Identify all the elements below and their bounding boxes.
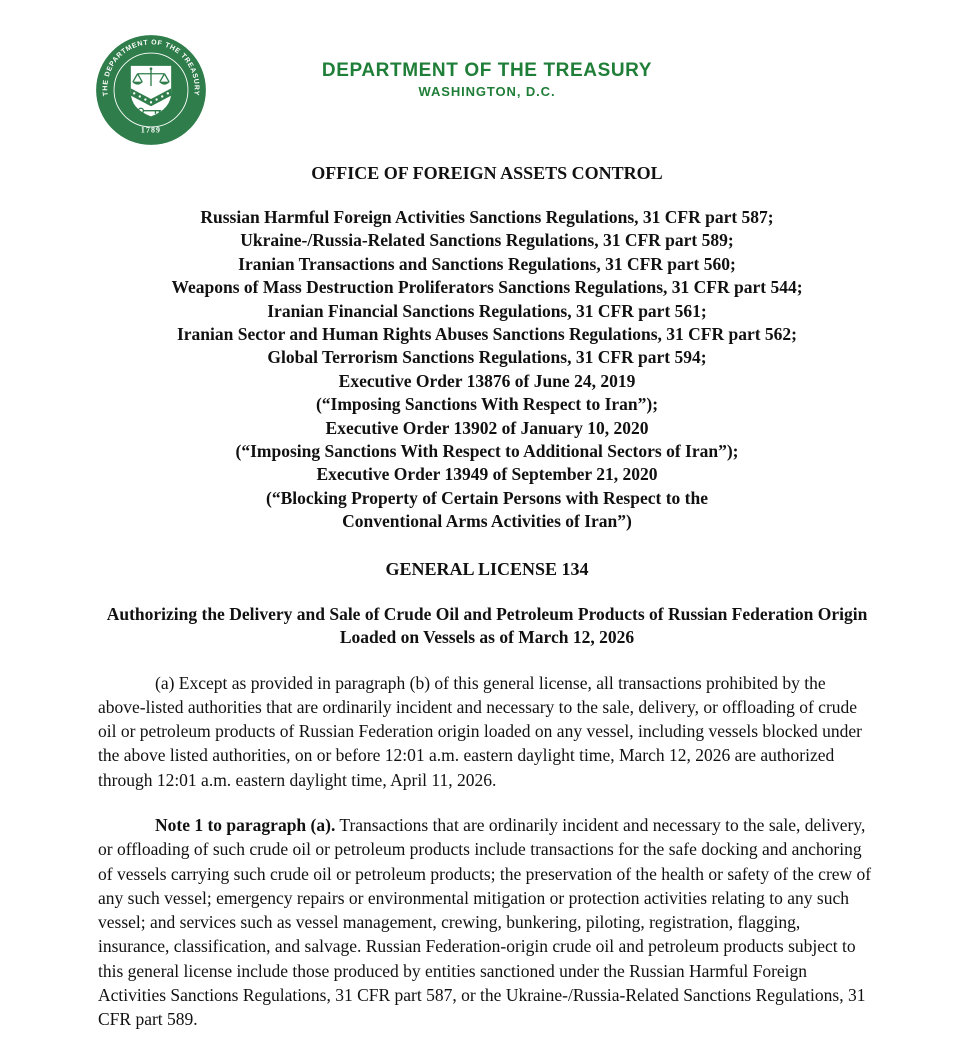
authority-line: Executive Order 13949 of September 21, 2020 [316,464,658,485]
authority-line: Executive Order 13876 of June 24, 2019 [338,370,636,391]
agency-location: WASHINGTON, D.C. [418,84,556,99]
paragraph-a: (a) Except as provided in paragraph (b) of this general license, all transactions prohibited by the above-listed authorities that are ordinarily incident and necessary to the sale, delivery, or offloading of crude oil or petroleum products of Russian Federation origin loaded on any vessel, including vessels blocked under the above listed authorities, on or before 12:01 a.m. eastern daylight time, March 12, 2026 are authorized through 12:01 a.m. eastern daylight time, April 11, 2026. [98,672,863,790]
agency-name: DEPARTMENT OF THE TREASURY [321,60,653,81]
seal-year: 1789 [140,125,162,135]
authority-line: Weapons of Mass Destruction Proliferators Sanctions Regulations, 31 CFR part 544; [171,277,803,298]
authorities-list [98,206,876,534]
authority-line: Iranian Transactions and Sanctions Regulations, 31 CFR part 560; [238,253,736,274]
authority-line: Iranian Sector and Human Rights Abuses Sanctions Regulations, 31 CFR part 562; [176,324,798,345]
letterhead [0,0,974,150]
agency-block [0,60,974,99]
note-1-lead: Note 1 to paragraph (a). [155,814,336,835]
authority-line: Global Terrorism Sanctions Regulations, 31 CFR part 594; [267,347,707,368]
office-heading: OFFICE OF FOREIGN ASSETS CONTROL [311,163,663,183]
authority-line: (“Imposing Sanctions With Respect to Additional Sectors of Iran”); [235,441,739,462]
authority-line: (“Blocking Property of Certain Persons with Respect to the [266,487,708,508]
authority-line: Iranian Financial Sanctions Regulations, 31 CFR part 561; [267,300,707,321]
authority-line: Conventional Arms Activities of Iran”) [342,511,632,532]
seal-ring-text: THE DEPARTMENT OF THE TREASURY [102,39,200,97]
note-1-paragraph [98,813,876,1032]
authority-line: Russian Harmful Foreign Activities Sanctions Regulations, 31 CFR part 587; [200,207,774,227]
subject-heading: Authorizing the Delivery and Sale of Crude Oil and Petroleum Products of Russian Federation Origin Loaded on Vessels as of March 12, 2026 [106,603,868,648]
license-heading: GENERAL LICENSE 134 [385,558,589,579]
authority-line: Ukraine-/Russia-Related Sanctions Regulations, 31 CFR part 589; [240,230,734,251]
note-1-text: Transactions that are ordinarily incident and necessary to the sale, delivery, or offloading of such crude oil or petroleum products include transactions for the safe docking and anchoring of vessels carrying such crude oil or petroleum products; the preservation of the health or safety of the crew of any such vessel; emergency repairs or environmental mitigation or protection activities relating to any such vessel; and services such as vessel management, crewing, bunkering, piloting, registration, flagging, insurance, classification, and salvage. Russian Federation-origin crude oil and petroleum products subject to this general license include those produced by entities sanctioned under the Russian Harmful Foreign Activities Sanctions Regulations, 31 CFR part 587, or the Ukraine-/Russia-Related Sanctions Regulations, 31 CFR part 589. [98,814,872,1030]
document-content [98,162,876,1032]
authority-line: Executive Order 13902 of January 10, 2020 [325,417,649,438]
authority-line: (“Imposing Sanctions With Respect to Iran”); [315,394,659,415]
